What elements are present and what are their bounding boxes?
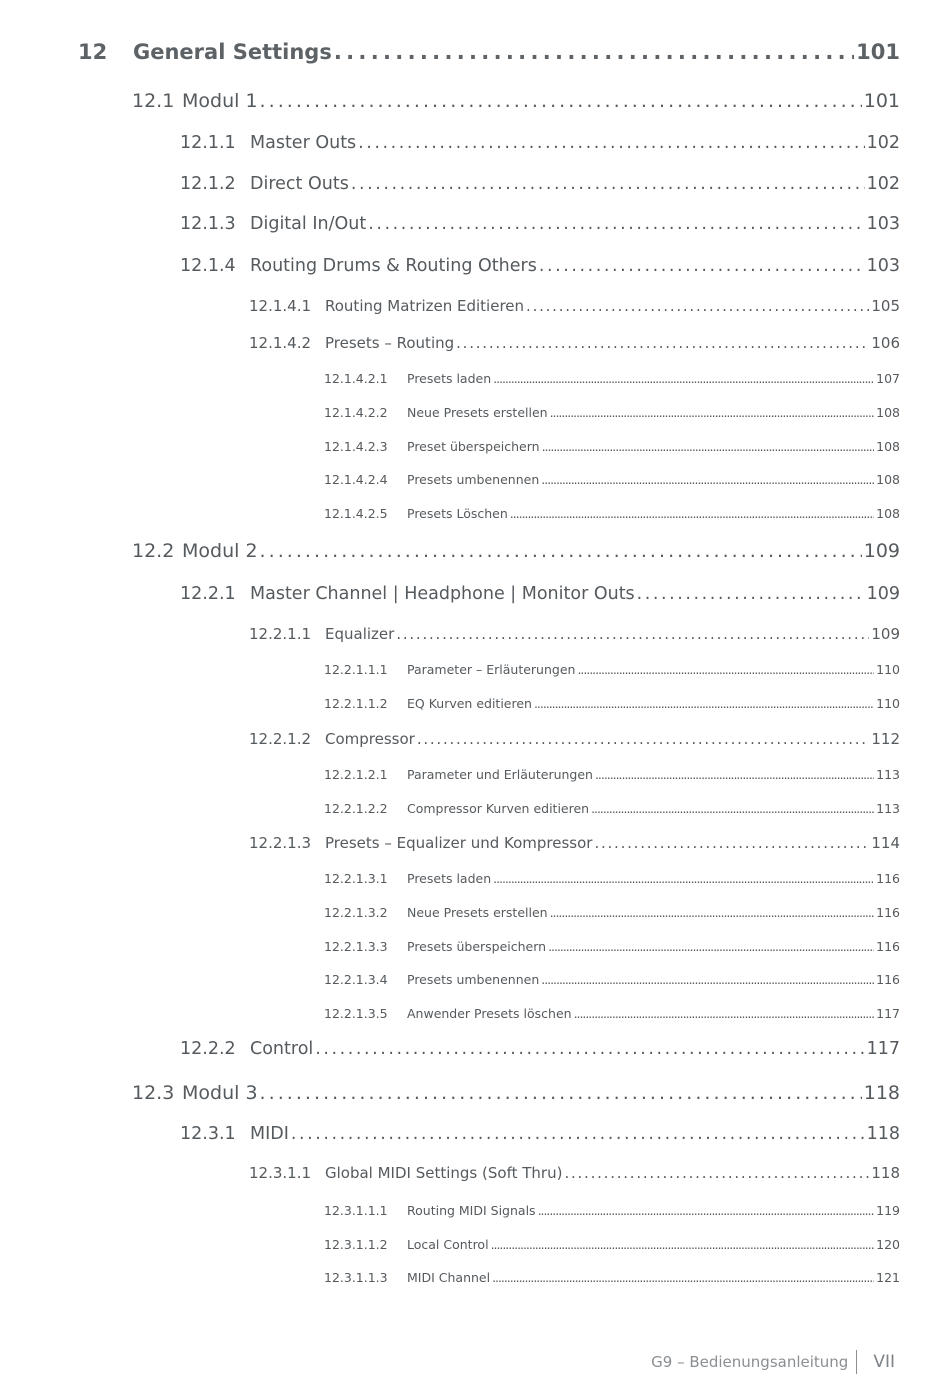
toc-entry-page: 108	[876, 506, 900, 521]
toc-entry-title: Anwender Presets löschen	[407, 1006, 572, 1021]
toc-entry-title: Digital In/Out	[250, 214, 367, 234]
toc-leader-dots	[574, 1006, 875, 1021]
toc-entry-number: 12.2.1.2.2	[324, 801, 388, 816]
toc-entry-page: 113	[876, 801, 900, 816]
toc-entry[interactable]	[324, 472, 900, 487]
toc-entry-number: 12.1.1	[180, 133, 236, 153]
toc-entry-title: Presets laden	[407, 871, 492, 886]
toc-entry[interactable]	[180, 256, 900, 276]
toc-entry[interactable]	[324, 371, 900, 386]
page-footer	[651, 1350, 895, 1374]
toc-entry-title: EQ Kurven editieren	[407, 696, 532, 711]
toc-entry-page: 114	[871, 834, 900, 852]
toc-entry[interactable]	[324, 871, 900, 886]
toc-entry-title: Neue Presets erstellen	[407, 905, 548, 920]
toc-entry-title: Global MIDI Settings (Soft Thru)	[325, 1164, 563, 1182]
toc-entry[interactable]	[324, 801, 900, 816]
toc-entry-page: 105	[871, 297, 900, 315]
toc-entry-title: Presets laden	[407, 371, 492, 386]
toc-entry-page: 108	[876, 405, 900, 420]
toc-entry-title: Parameter und Erläuterungen	[407, 767, 593, 782]
toc-entry-page: 102	[866, 174, 900, 194]
toc-entry-page: 119	[876, 1203, 900, 1218]
toc-leader-dots	[260, 90, 862, 112]
toc-entry-title: MIDI Channel	[407, 1270, 491, 1285]
toc-entry-title: Presets umbenennen	[407, 472, 540, 487]
toc-leader-dots	[396, 625, 869, 643]
toc-entry-page: 118	[871, 1164, 900, 1182]
toc-entry-page: 121	[876, 1270, 900, 1285]
toc-entry-page: 107	[876, 371, 900, 386]
toc-entry-title: Presets – Equalizer und Kompressor	[325, 834, 593, 852]
toc-entry-number: 12.1.4	[180, 256, 236, 276]
toc-entry-page: 118	[863, 1082, 900, 1104]
toc-leader-dots	[539, 256, 865, 276]
toc-entry-title: Local Control	[407, 1237, 489, 1252]
toc-entry-page: 116	[876, 905, 900, 920]
toc-entry-title: Presets umbenennen	[407, 972, 540, 987]
toc-entry-page: 101	[863, 90, 900, 112]
toc-entry-number: 12.2.1.1.2	[324, 696, 388, 711]
toc-entry[interactable]	[324, 506, 900, 521]
toc-entry[interactable]	[324, 905, 900, 920]
toc-entry[interactable]	[324, 939, 900, 954]
toc-leader-dots	[351, 174, 865, 194]
toc-entry-page: 117	[866, 1039, 900, 1059]
toc-entry-number: 12.1.4.2.2	[324, 405, 388, 420]
toc-entry[interactable]	[180, 1039, 900, 1059]
toc-entry-page: 109	[866, 584, 900, 604]
toc-leader-dots	[577, 662, 874, 677]
toc-leader-dots	[291, 1124, 865, 1144]
toc-entry-title: Presets Löschen	[407, 506, 508, 521]
toc-entry-title: Presets – Routing	[325, 334, 455, 352]
toc-entry[interactable]	[180, 1124, 900, 1144]
toc-entry-page: 109	[863, 540, 900, 562]
toc-entry-number: 12.2.1.2.1	[324, 767, 388, 782]
toc-entry-number: 12.2.1.2	[249, 730, 312, 748]
toc-entry-title: Direct Outs	[250, 174, 349, 194]
toc-entry-title: MIDI	[250, 1124, 289, 1144]
toc-entry-number: 12.3.1.1.3	[324, 1270, 388, 1285]
toc-leader-dots	[334, 40, 854, 64]
toc-entry-page: 103	[866, 214, 900, 234]
toc-leader-dots	[510, 506, 874, 521]
toc-entry-page: 108	[876, 439, 900, 454]
toc-entry-number: 12.1.4.2.3	[324, 439, 388, 454]
toc-leader-dots	[591, 801, 874, 816]
toc-entry-number: 12.1.4.2.4	[324, 472, 388, 487]
toc-entry-page: 116	[876, 972, 900, 987]
toc-entry-page: 110	[876, 662, 900, 677]
toc-entry[interactable]	[324, 972, 900, 987]
toc-entry[interactable]	[132, 90, 900, 112]
toc-entry-title: Presets überspeichern	[407, 939, 547, 954]
toc-entry-page: 109	[871, 625, 900, 643]
toc-entry-page: 101	[856, 40, 900, 64]
toc-entry-page: 108	[876, 472, 900, 487]
toc-entry-title: Control	[250, 1039, 314, 1059]
toc-entry-number: 12	[78, 40, 108, 64]
toc-entry-number: 12.2.1.3.3	[324, 939, 388, 954]
toc-entry[interactable]	[324, 405, 900, 420]
toc-entry-number: 12.3.1	[180, 1124, 236, 1144]
toc-leader-dots	[538, 1203, 875, 1218]
toc-leader-dots	[315, 1039, 864, 1059]
toc-leader-dots	[358, 133, 864, 153]
toc-entry-number: 12.2.1.3.2	[324, 905, 388, 920]
toc-entry-page: 103	[866, 256, 900, 276]
toc-entry[interactable]	[180, 174, 900, 194]
toc-entry[interactable]	[249, 730, 900, 748]
toc-leader-dots	[493, 371, 874, 386]
toc-leader-dots	[260, 540, 862, 562]
toc-entry-number: 12.2.1	[180, 584, 236, 604]
toc-entry-number: 12.3.1.1.2	[324, 1237, 388, 1252]
toc-leader-dots	[550, 405, 875, 420]
toc-entry-number: 12.3.1.1	[249, 1164, 312, 1182]
toc-entry[interactable]	[249, 297, 900, 315]
toc-entry-number: 12.1.4.1	[249, 297, 312, 315]
toc-leader-dots	[595, 767, 874, 782]
toc-entry-title: Equalizer	[325, 625, 395, 643]
toc-leader-dots	[534, 696, 874, 711]
toc-entry[interactable]	[324, 696, 900, 711]
toc-entry[interactable]	[324, 1237, 900, 1252]
toc-entry-number: 12.1	[132, 90, 175, 112]
toc-leader-dots	[526, 297, 869, 315]
toc-entry-number: 12.3	[132, 1082, 175, 1104]
toc-entry[interactable]	[324, 662, 900, 677]
toc-entry-page: 116	[876, 939, 900, 954]
toc-entry-title: Neue Presets erstellen	[407, 405, 548, 420]
toc-leader-dots	[368, 214, 864, 234]
footer-page-number: VII	[873, 1352, 895, 1372]
toc-entry[interactable]	[180, 214, 900, 234]
toc-entry-number: 12.2.1.3.4	[324, 972, 388, 987]
toc-entry-page: 113	[876, 767, 900, 782]
toc-entry-title: Modul 2	[182, 540, 258, 562]
toc-entry-page: 120	[876, 1237, 900, 1252]
toc-entry-number: 12.2.1.1.1	[324, 662, 388, 677]
toc-entry-title: Preset überspeichern	[407, 439, 540, 454]
toc-leader-dots	[541, 972, 874, 987]
toc-leader-dots	[542, 439, 875, 454]
toc-entry[interactable]	[249, 334, 900, 352]
toc-leader-dots	[492, 1270, 874, 1285]
toc-entry-page: 112	[871, 730, 900, 748]
toc-entry[interactable]	[324, 1270, 900, 1285]
toc-entry-page: 110	[876, 696, 900, 711]
toc-entry[interactable]	[180, 133, 900, 153]
toc-entry-number: 12.2	[132, 540, 175, 562]
toc-entry[interactable]	[249, 1164, 900, 1182]
toc-entry[interactable]	[324, 1203, 900, 1218]
toc-entry-title: Master Channel | Headphone | Monitor Outs	[250, 584, 635, 604]
toc-entry[interactable]	[249, 625, 900, 643]
toc-entry-number: 12.1.2	[180, 174, 236, 194]
toc-entry-page: 117	[876, 1006, 900, 1021]
toc-entry-title: Compressor	[325, 730, 415, 748]
toc-entry-number: 12.1.4.2.5	[324, 506, 388, 521]
toc-entry[interactable]	[78, 40, 900, 64]
footer-divider	[856, 1350, 857, 1374]
toc-entry-title: General Settings	[133, 40, 332, 64]
toc-leader-dots	[541, 472, 874, 487]
toc-entry-page: 106	[871, 334, 900, 352]
toc-entry-number: 12.1.3	[180, 214, 236, 234]
toc-leader-dots	[260, 1082, 862, 1104]
toc-entry-title: Routing Drums & Routing Others	[250, 256, 537, 276]
toc-entry-title: Routing Matrizen Editieren	[325, 297, 525, 315]
toc-entry-number: 12.2.1.3	[249, 834, 312, 852]
toc-entry-number: 12.2.1.3.5	[324, 1006, 388, 1021]
toc-entry-number: 12.2.1.3.1	[324, 871, 388, 886]
toc-entry-page: 102	[866, 133, 900, 153]
toc-entry[interactable]	[132, 1082, 900, 1104]
toc-entry[interactable]	[249, 834, 900, 852]
toc-leader-dots	[564, 1164, 869, 1182]
toc-entry-page: 118	[866, 1124, 900, 1144]
toc-entry-title: Routing MIDI Signals	[407, 1203, 536, 1218]
toc-entry-title: Compressor Kurven editieren	[407, 801, 590, 816]
toc-entry-page: 116	[876, 871, 900, 886]
toc-entry-title: Modul 1	[182, 90, 258, 112]
toc-entry-number: 12.1.4.2.1	[324, 371, 388, 386]
toc-entry[interactable]	[132, 540, 900, 562]
toc-leader-dots	[550, 905, 875, 920]
toc-leader-dots	[456, 334, 869, 352]
toc-entry[interactable]	[324, 439, 900, 454]
toc-entry-number: 12.2.1.1	[249, 625, 312, 643]
toc-entry[interactable]	[324, 767, 900, 782]
toc-entry-number: 12.2.2	[180, 1039, 236, 1059]
toc-entry-title: Parameter – Erläuterungen	[407, 662, 576, 677]
toc-entry-title: Master Outs	[250, 133, 357, 153]
toc-leader-dots	[637, 584, 865, 604]
toc-leader-dots	[594, 834, 869, 852]
toc-entry[interactable]	[324, 1006, 900, 1021]
toc-leader-dots	[417, 730, 870, 748]
toc-entry[interactable]	[180, 584, 900, 604]
toc-leader-dots	[548, 939, 874, 954]
toc-leader-dots	[491, 1237, 875, 1252]
footer-doc-title: G9 – Bedienungsanleitung	[651, 1353, 849, 1371]
toc-entry-number: 12.1.4.2	[249, 334, 312, 352]
toc-entry-title: Modul 3	[182, 1082, 258, 1104]
toc-entry-number: 12.3.1.1.1	[324, 1203, 388, 1218]
toc-leader-dots	[493, 871, 874, 886]
